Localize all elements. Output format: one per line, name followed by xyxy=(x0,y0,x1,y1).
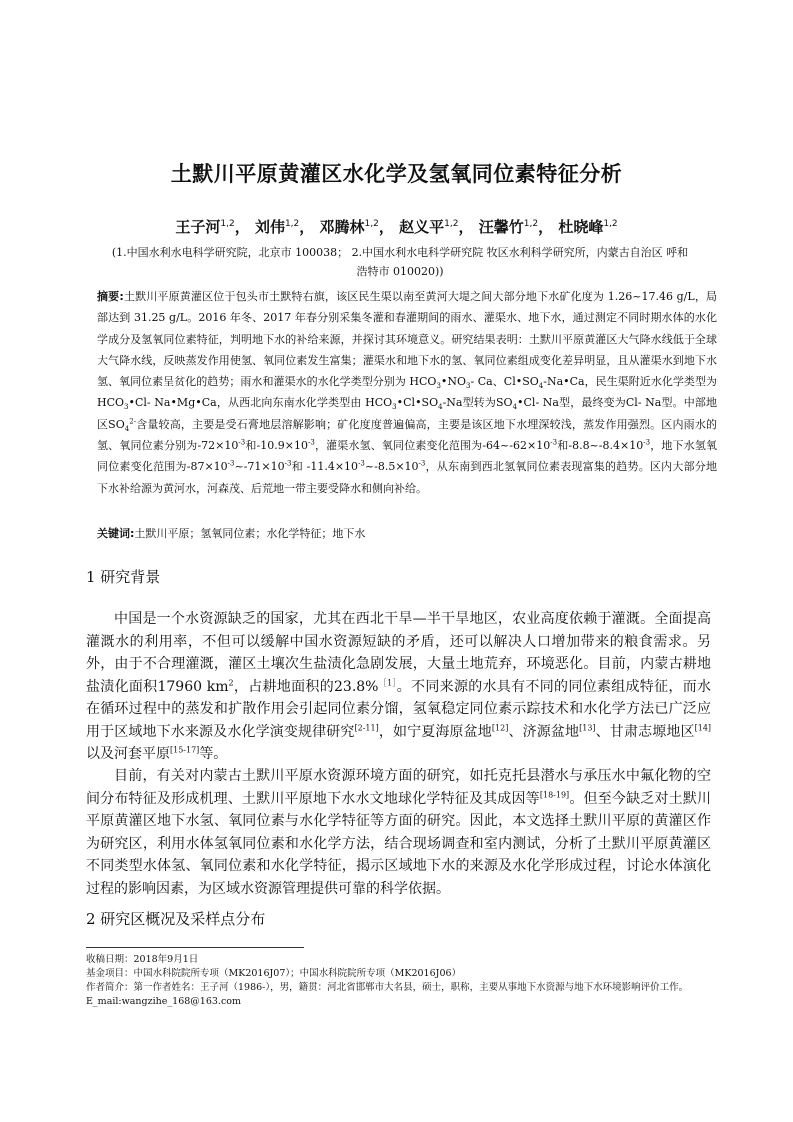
abstract-text: ~-71×10 xyxy=(234,460,285,474)
abstract-text: ，灌渠水氢、氧同位素变化范围为-64~-62×10 xyxy=(314,439,551,453)
paragraph-text: 目前，有关对内蒙古土默川平原水资源环境方面的研究，如托克托县潜水与承压水中氟化物的空间分布特征及形成机理、土默川平原地下水水文地球化学特征及其成因等 xyxy=(86,768,711,807)
subscript: 4 xyxy=(438,403,443,412)
superscript: -3 xyxy=(284,459,292,468)
subscript: 4 xyxy=(124,424,130,433)
citation-ref[interactable]: [14] xyxy=(694,722,712,732)
author-name: 王子河 xyxy=(175,218,221,236)
citation-ref[interactable]: [13] xyxy=(579,722,596,732)
paragraph-text: 等。 xyxy=(199,746,228,762)
author-separator: ， xyxy=(234,218,250,236)
citation-ref[interactable]: [18-19] xyxy=(539,789,570,799)
superscript: 2 xyxy=(228,677,234,687)
abstract-text: 土默川平原黄灌区位于包头市土默特右旗，该区民生渠以南至黄河大堤之间大部分地下水矿化度为 1.26~17.46 g/L，局部达到 31.25 g/L。2016 年冬、2017 年春分别采集冬灌和春灌期间的雨水、灌渠水、地下水，通过测定不同时期水体的水化学成分及氢氧同位素特征，判明地下水的补给来源，并探讨其环境意义。研究结果表明：土默川平原黄灌区大气降水线低于全球大气降水线，反映蒸发作用使氢、氧同位素发生富集；灌渠水和地下水的氢、氧同位素组成变化差异明显，且从灌渠水到地下水氢、氧同位素呈贫化的趋势；雨水和灌渠水的水化学类型分别为 HCO xyxy=(97,290,717,389)
abstract-text: - Ca、Cl•SO xyxy=(470,375,539,389)
citation-ref[interactable]: [2-11] xyxy=(354,722,379,732)
superscript: 2- xyxy=(129,417,137,426)
keywords-text: 土默川平原；氢氧同位素；水化学特征；地下水 xyxy=(134,527,366,540)
abstract-text: -Na•Ca，民生渠附近水化学类型为HCO xyxy=(97,375,717,410)
author-separator: ， xyxy=(458,218,474,236)
affiliation-line: 浩特市 010020)) xyxy=(356,265,444,278)
body-paragraph xyxy=(86,608,711,766)
author-name: 汪馨竹 xyxy=(478,218,524,236)
author-name: 刘伟 xyxy=(254,218,285,236)
author-name: 赵义平 xyxy=(399,218,445,236)
subscript: 3 xyxy=(392,403,397,412)
abstract-label: 摘要: xyxy=(97,290,124,303)
superscript: -3 xyxy=(643,438,651,447)
abstract-text: •NO xyxy=(440,375,467,389)
footnote-author: 作者简介：第一作者姓名：王子河（1986-），男，籍贯：河北省邯郸市大名县，硕士，职称，主要从事地下水资源与地下水环境影响评价工作。E_mail:wangzihe_168@163.com xyxy=(86,982,689,1007)
abstract-text: •Cl- Na型，最终变为Cl- Na型。中部地区SO xyxy=(97,396,717,431)
citation-ref[interactable]: [12] xyxy=(491,722,509,732)
superscript: -3 xyxy=(227,459,235,468)
paragraph-text: 、甘肃志塬地区 xyxy=(595,723,695,740)
abstract-text: -Na型转为SO xyxy=(442,396,513,410)
superscript: -3 xyxy=(550,438,558,447)
superscript: -3 xyxy=(358,459,365,468)
subscript: 3 xyxy=(124,403,129,412)
abstract-text: 和 -11.4×10 xyxy=(291,460,359,474)
author-affiliation-mark: 1,2 xyxy=(284,219,300,229)
paragraph-text: 以及河套平原 xyxy=(86,746,170,762)
author-separator: ， xyxy=(378,218,394,236)
footnote-funding: 基金项目：中国水科院院所专项（MK2016J07）；中国水科院院所专项（MK2016J06） xyxy=(86,968,462,979)
abstract-text: •Cl- Na•Mg•Ca，从西北向东南水化学类型由 HCO xyxy=(128,396,393,410)
author-list xyxy=(0,216,793,237)
keywords xyxy=(97,525,717,541)
paragraph-text: 中国是一个水资源缺乏的国家，尤其在西北干旱—半干旱地区，农业高度依赖于灌溉。全面提高灌溉水的利用率，不但可以缓解中国水资源短缺的矛盾，还可以解决人口增加带来的粮食需求。另外，由于不合理灌溉，灌区土壤次生盐渍化急剧发展，大量土地荒弃，环境恶化。目前，内蒙古耕地盐渍化面积17960 km xyxy=(86,611,711,695)
abstract-text: 和-8.8~-8.4×10 xyxy=(557,439,644,453)
paragraph-text: 。但至今缺乏对土默川平原黄灌区地下水氢、氧同位素与水化学特征等方面的研究。因此，本文选择土默川平原的黄灌区作为研究区，利用水体氢氧同位素和水化学方法，结合现场调查和室内测试，分析了土默川平原黄灌区不同类型水体氢、氧同位素和水化学特征，揭示区域地下水的来源及水化学形成过程，讨论水体演化过程的影响因素，为区域水资源管理提供可靠的科学依据。 xyxy=(86,790,712,897)
superscript: -3 xyxy=(307,438,315,447)
paragraph-text: 、济源盆地 xyxy=(508,723,580,740)
abstract-text: •Cl•SO xyxy=(396,396,439,410)
paper-title: 土默川平原黄灌区水化学及氢氧同位素特征分析 xyxy=(170,162,623,186)
affiliation-line: (1.中国水利水电科学研究院，北京市 100038； 2.中国水利水电科学研究院 牧区水利科学研究所，内蒙古自治区 呼和 xyxy=(111,246,689,259)
author-affiliation-mark: 1,2 xyxy=(364,219,379,229)
footnote-received: 收稿日期：2018年9月1日 xyxy=(86,954,199,965)
author-name: 杜晓峰 xyxy=(558,218,604,236)
abstract xyxy=(97,286,717,499)
citation-ref[interactable]: [15-17] xyxy=(170,745,200,755)
author-affiliation-mark: 1,2 xyxy=(444,219,459,229)
body-paragraph xyxy=(86,765,711,900)
superscript: -3 xyxy=(418,459,426,468)
paragraph-text: ，占耕地面积的23.8% xyxy=(233,678,379,695)
abstract-text: ，从东南到西北氢氧同位素表现富集的趋势。区内大部分地下水补给源为黄河水，河森茂、后荒地一带主要受降水和侧向补给。 xyxy=(97,460,718,495)
footnote-divider xyxy=(86,947,304,948)
subscript: 3 xyxy=(466,382,471,391)
author-name: 邓腾林 xyxy=(319,218,365,236)
paragraph-text: 。不同来源的水具有不同的同位素组成特征，而水在循环过程中的蒸发和扩散作用会引起同位素分馏，氢氧稳定同位素示踪技术和水化学方法已广泛应用于区域地下水来源及水化学演变规律研究 xyxy=(86,678,711,740)
author-separator: ， xyxy=(538,218,554,236)
keywords-label: 关键词: xyxy=(97,527,135,540)
section-heading: 2 研究区概况及采样点分布 xyxy=(86,910,266,928)
abstract-text: ，地下水氢氧同位素变化范围为-87×10 xyxy=(97,439,717,474)
subscript: 4 xyxy=(512,403,518,412)
subscript: 3 xyxy=(436,382,441,391)
author-affiliation-mark: 1,2 xyxy=(523,219,539,229)
abstract-text: 和-10.9×10 xyxy=(245,439,308,453)
citation-ref[interactable]: ［1］ xyxy=(378,677,397,687)
affiliations xyxy=(90,243,710,281)
superscript: -3 xyxy=(238,438,246,447)
author-affiliation-mark: 1,2 xyxy=(220,219,235,229)
author-separator: ， xyxy=(299,218,315,236)
author-affiliation-mark: 1,2 xyxy=(603,219,618,229)
subscript: 4 xyxy=(538,382,544,391)
section-heading: 1 研究背景 xyxy=(86,568,161,586)
abstract-text: 含量较高，主要是受石膏地层溶解影响；矿化度度普遍偏高，主要是该区地下水埋深较浅，蒸发作用强烈。区内雨水的氢、氧同位素分别为-72×10 xyxy=(97,417,717,453)
paragraph-text: ，如宁夏海原盆地 xyxy=(378,723,492,740)
abstract-text: ~-8.5×10 xyxy=(364,460,419,474)
